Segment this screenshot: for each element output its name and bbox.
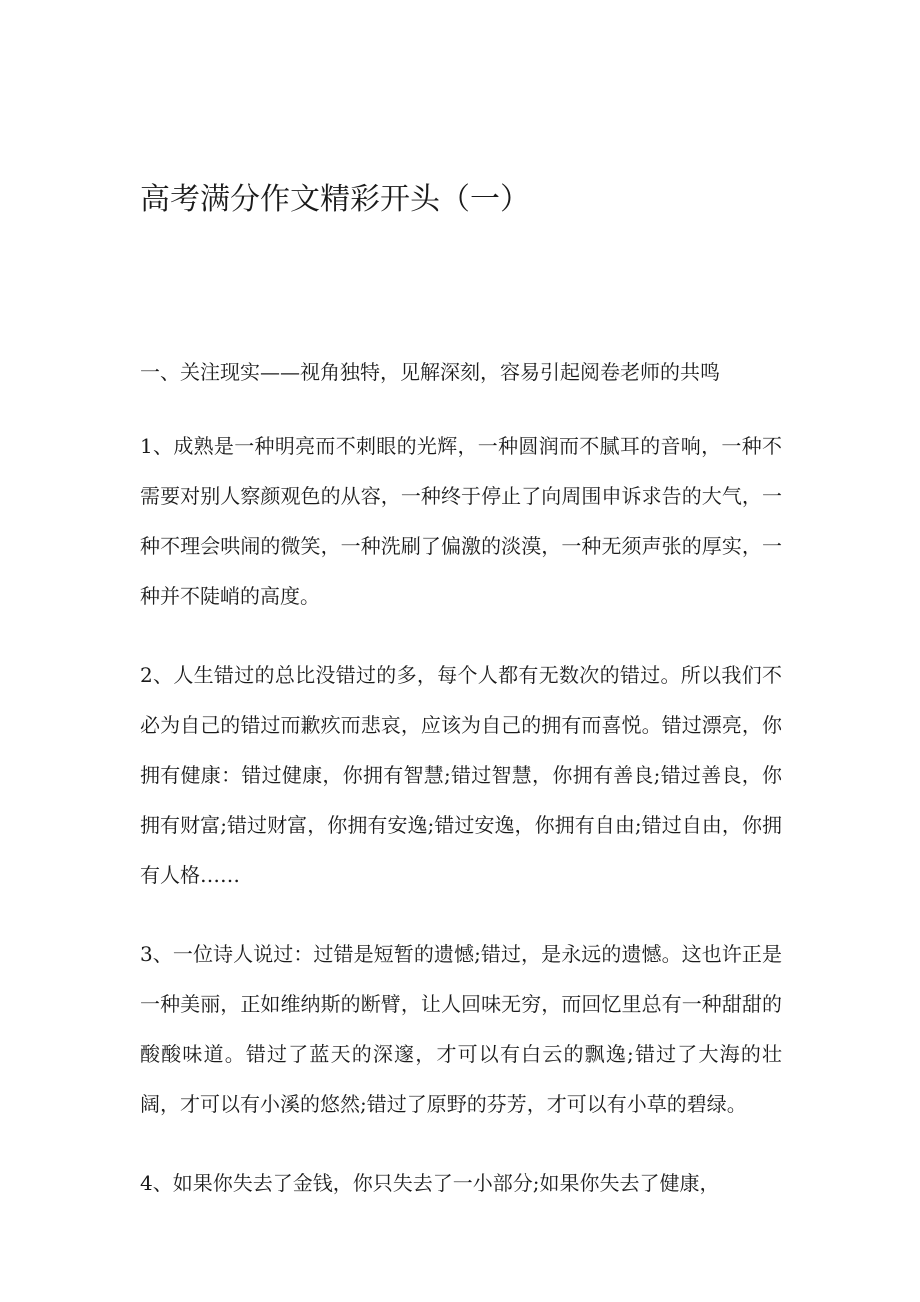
paragraph-4: 4、如果你失去了金钱，你只失去了一小部分;如果你失去了健康， — [140, 1171, 720, 1195]
paragraph-3: 3、一位诗人说过：过错是短暂的遗憾;错过，是永远的遗憾。这也许正是一种美丽，正如维纳斯的断臂，让人回味无穷，而回忆里总有一种甜甜的酸酸味道。错过了蓝天的深邃，才可以有白云的飘逸;错过了大海的壮阔，才可以有小溪的悠然;错过了原野的芬芳，才可以有小草的碧绿。 — [140, 942, 782, 1116]
paragraph-1: 1、成熟是一种明亮而不刺眼的光辉，一种圆润而不腻耳的音响，一种不需要对别人察颜观色的从容，一种终于停止了向周围申诉求告的大气，一种不理会哄闹的微笑，一种洗刷了偏激的淡漠，一种无须声张的厚实，一种并不陡峭的高度。 — [140, 434, 782, 608]
document-body — [140, 352, 782, 1237]
paragraph-2: 2、人生错过的总比没错过的多，每个人都有无数次的错过。所以我们不必为自己的错过而歉疚而悲哀，应该为自己的拥有而喜悦。错过漂亮，你拥有健康：错过健康，你拥有智慧;错过智慧，你拥有善良;错过善良，你拥有财富;错过财富，你拥有安逸;错过安逸，你拥有自由;错过自由，你拥有人格…… — [140, 663, 782, 887]
document-title: 高考满分作文精彩开头（一） — [140, 182, 530, 217]
section-heading: 一、关注现实——视角独特，见解深刻，容易引起阅卷老师的共鸣 — [140, 360, 720, 384]
